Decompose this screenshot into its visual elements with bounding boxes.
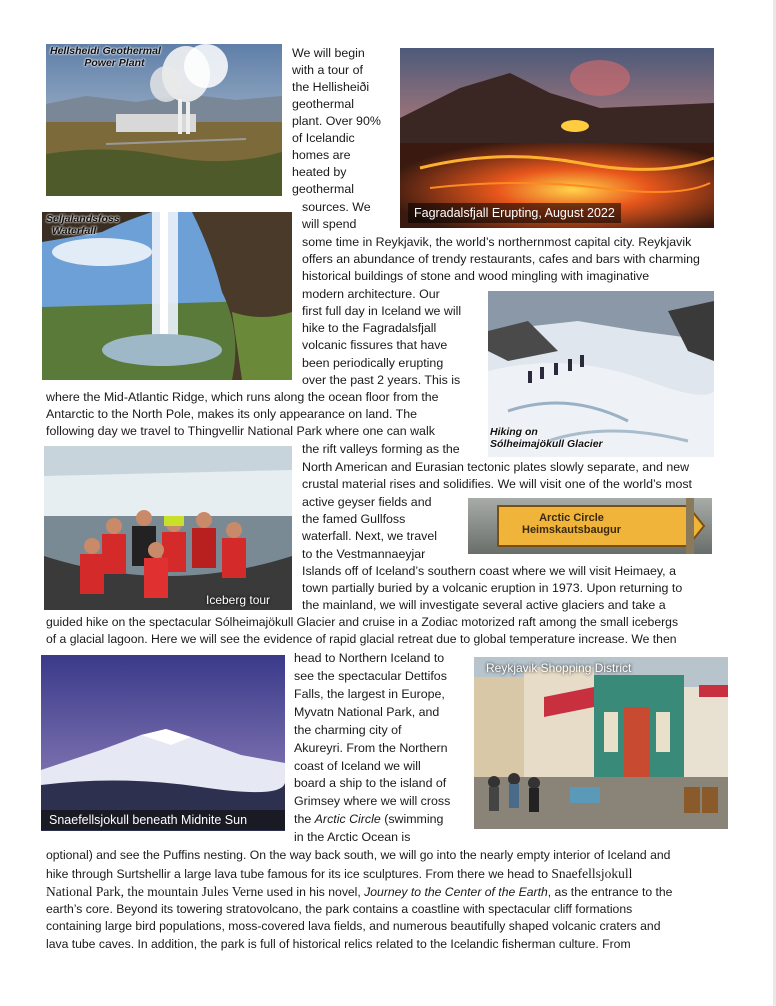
body-line: optional) and see the Puffins nesting. On the way back south, we will go into the nearly empty interior of Iceland and <box>46 848 671 862</box>
novel-title-italic: Journey to the Center of the Earth <box>364 885 548 899</box>
glacier-hike-caption-line1: Hiking on <box>490 426 538 438</box>
body-line: earth’s core. Beyond its towering stratovolcano, the park contains a coastline with spectacular cliff formations <box>46 902 633 916</box>
body-line: waterfall. Next, we travel <box>302 529 437 543</box>
body-line: geothermal <box>292 97 354 111</box>
body-line: modern architecture. Our <box>302 287 440 301</box>
body-line: geothermal <box>292 182 354 196</box>
arctic-circle-sign-text <box>522 512 621 536</box>
body-fragment: hike through Surtshellir a large lava tube famous for its ice sculptures. From there we head to <box>46 867 548 881</box>
body-line: first full day in Iceland we will <box>302 304 462 318</box>
body-line: Grimsey where we will cross <box>294 794 451 808</box>
body-line: some time in Reykjavik, the world’s northernmost capital city. Reykjavik <box>302 235 692 249</box>
body-line: heated by <box>292 165 347 179</box>
body-fragment: used in his novel, <box>263 885 365 899</box>
body-line: Falls, the largest in Europe, <box>294 687 445 701</box>
body-line: the rift valleys forming as the <box>302 442 460 456</box>
body-line: North American and Eurasian tectonic plates slowly separate, and new <box>302 460 690 474</box>
eruption-caption: Fagradalsfjall Erupting, August 2022 <box>408 203 621 223</box>
body-line: the mainland, we will investigate several active glaciers and take a <box>302 598 666 612</box>
body-line-novel <box>46 883 672 901</box>
body-line: active geyser fields and <box>302 495 432 509</box>
iceberg-tour-photo <box>44 446 292 610</box>
snaefellsjokull-caption: Snaefellsjokull beneath Midnite Sun <box>41 810 285 830</box>
waterfall-photo <box>42 212 292 380</box>
body-line: head to Northern Iceland to <box>294 651 445 665</box>
body-line: over the past 2 years. This is <box>302 373 461 387</box>
shopping-district-photo <box>474 657 728 829</box>
geothermal-caption <box>50 45 161 69</box>
waterfall-caption-line2: Waterfall <box>52 225 97 237</box>
body-line: will spend <box>302 217 357 231</box>
body-line: with a tour of <box>292 63 363 77</box>
body-line: see the spectacular Dettifos <box>294 669 447 683</box>
body-line: hike to the Fagradalsfjall <box>302 321 437 335</box>
glacier-hike-caption <box>490 426 603 450</box>
snaefellsjokull-photo <box>41 655 285 831</box>
body-line: the Hellisheiði <box>292 80 370 94</box>
body-line-arctic <box>294 811 443 828</box>
body-line: historical buildings of stone and wood mingling with imaginative <box>302 269 650 283</box>
body-line: town partially buried by a volcanic eruption in 1973. Upon returning to <box>302 581 683 595</box>
body-line: sources. We <box>302 200 371 214</box>
body-line: in the Arctic Ocean is <box>294 830 411 844</box>
waterfall-caption <box>46 213 120 237</box>
arctic-circle-italic: Arctic Circle <box>314 812 381 826</box>
body-line: We will begin <box>292 46 365 60</box>
body-line: the charming city of <box>294 723 402 737</box>
body-line: of Icelandic <box>292 131 355 145</box>
body-line: of a glacial lagoon. Here we will see the evidence of rapid glacial retreat due to global temperature increase. We then <box>46 632 677 646</box>
glacier-hike-caption-line2: Sólheimajökull Glacier <box>490 438 603 450</box>
waterfall-caption-line1: Seljalandsfoss <box>46 213 120 225</box>
eruption-photo <box>400 48 714 228</box>
body-line-mixed <box>46 865 632 883</box>
body-line: crustal material rises and solidifies. We will visit one of the world’s most <box>302 477 692 491</box>
geothermal-caption-line1: Hellsheidi Geothermal <box>50 45 161 57</box>
body-line: Antarctic to the North Pole, makes its only appearance on land. The <box>46 407 418 421</box>
body-fragment-serif: Snaefellsjokull <box>547 866 633 881</box>
body-fragment: , as the entrance to the <box>547 885 673 899</box>
geothermal-caption-line2: Power Plant <box>84 57 145 69</box>
body-fragment-serif: National Park, the mountain Jules Verne <box>46 884 264 899</box>
body-line: Akureyri. From the Northern <box>294 741 448 755</box>
body-line: Myvatn National Park, and <box>294 705 440 719</box>
body-line: to the Vestmannaeyjar <box>302 547 426 561</box>
body-line: the famed Gullfoss <box>302 512 406 526</box>
body-fragment: (swimming <box>380 812 444 826</box>
sign-line2: Heimskautsbaugur <box>522 524 622 536</box>
body-line: been periodically erupting <box>302 356 444 370</box>
body-line: coast of Iceland we will <box>294 759 421 773</box>
body-line: volcanic fissures that have <box>302 338 448 352</box>
body-line: board a ship to the island of <box>294 776 447 790</box>
body-line: lava tube caves. In addition, the park is full of historical relics related to the Icelandic fisherman culture. From <box>46 937 631 951</box>
shopping-district-caption: Reykjavik Shopping District <box>486 661 632 675</box>
body-line: following day we travel to Thingvellir National Park where one can walk <box>46 424 435 438</box>
body-line: containing large bird populations, moss-covered lava fields, and numerous beautifully shaped volcanic craters and <box>46 919 661 933</box>
iceberg-tour-caption: Iceberg tour <box>206 593 271 607</box>
body-fragment: the <box>294 812 315 826</box>
body-line: Islands off of Iceland’s southern coast where we will visit Heimaey, a <box>302 564 676 578</box>
body-line: where the Mid-Atlantic Ridge, which runs along the ocean floor from the <box>46 390 439 404</box>
body-line: guided hike on the spectacular Sólheimajökull Glacier and cruise in a Zodiac motorized raft among the small icebergs <box>46 615 679 629</box>
body-line: offers an abundance of trendy restaurants, cafes and bars with charming <box>302 252 700 266</box>
body-line: homes are <box>292 148 351 162</box>
body-line: plant. Over 90% <box>292 114 381 128</box>
sign-line1: Arctic Circle <box>539 512 604 524</box>
